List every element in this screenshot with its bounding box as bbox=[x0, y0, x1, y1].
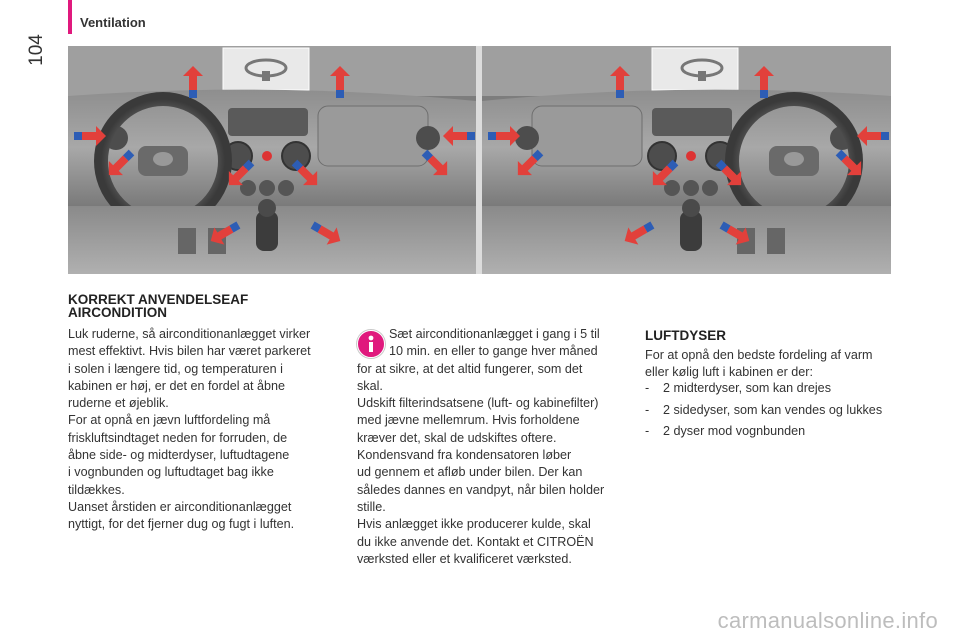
list-item bbox=[645, 402, 882, 424]
vents-intro-line: For at opnå den bedste fordeling af varm bbox=[645, 348, 873, 362]
correct-use-line: i solen i længere tid, og temperaturen i bbox=[68, 361, 283, 376]
correct-use-line: i vognbunden og luftudtaget bag ikke bbox=[68, 465, 274, 480]
dashboard-illustration bbox=[68, 46, 891, 274]
correct-use-line: kabinen er høj, er det en fordel at åbne bbox=[68, 378, 286, 393]
info-note-line: Hvis anlægget ikke producerer kulde, skal bbox=[357, 517, 591, 532]
list-item-dash: - bbox=[645, 402, 650, 417]
section-title: Ventilation bbox=[80, 15, 146, 30]
vents-intro-line: eller kølig luft i kabinen er der: bbox=[645, 365, 813, 380]
page-number bbox=[22, 20, 52, 80]
info-note-line: værksted eller et kvalificeret værksted. bbox=[357, 551, 572, 566]
list-item-text: 2 dyser mod vognbunden bbox=[663, 424, 806, 438]
section-accent-bar bbox=[68, 0, 72, 34]
list-item-text: 2 sidedyser, som kan vendes og lukkes bbox=[663, 402, 883, 417]
correct-use-text bbox=[68, 326, 311, 534]
correct-use-line: ruderne et øjeblik. bbox=[68, 396, 169, 411]
vents-heading: LUFTDYSER bbox=[645, 328, 726, 343]
info-note-line: stille. bbox=[357, 499, 386, 514]
list-item bbox=[645, 423, 882, 445]
correct-use-line: Uanset årstiden er airconditionanlægget bbox=[68, 499, 292, 514]
correct-use-line: friskluftsindtaget neden for forruden, de bbox=[68, 430, 288, 445]
info-note-line: med jævne mellemrum. Hvis forholdene bbox=[357, 413, 580, 428]
correct-use-line: Luk ruderne, så airconditionanlægget virker bbox=[68, 327, 311, 341]
left-panel-lhd bbox=[68, 46, 476, 274]
info-note-line: 10 min. en eller to gange hver måned bbox=[389, 344, 598, 359]
correct-use-line: nyttigt, for det fjerner dug og fugt i luften. bbox=[68, 517, 295, 532]
list-item bbox=[645, 380, 882, 402]
info-note-line: Sæt airconditionanlægget i gang i 5 til bbox=[389, 327, 600, 341]
info-note-line: for at sikre, at det altid fungerer, som det bbox=[357, 361, 583, 376]
list-item-text: 2 midterdyser, som kan drejes bbox=[663, 381, 831, 395]
info-note-line: kræver det, skal de udskiftes oftere. bbox=[357, 430, 557, 445]
info-note-line: du ikke anvende det. Kontakt et CITROËN bbox=[357, 534, 594, 549]
list-item-dash: - bbox=[645, 424, 650, 438]
correct-use-line: åbne side- og midterdyser, luftudtagene bbox=[68, 448, 290, 463]
correct-use-line: For at opnå en jævn luftfordeling må bbox=[68, 413, 271, 428]
info-note-line: skal. bbox=[357, 378, 383, 393]
page-number-text: 104 bbox=[26, 34, 47, 66]
vents-intro bbox=[645, 347, 873, 382]
dashboard-illustration-svg bbox=[68, 46, 891, 274]
info-note-line: således dannes en vandpyt, når bilen holder bbox=[357, 482, 605, 497]
watermark: carmanualsonline.info bbox=[717, 608, 938, 633]
info-note-line: Udskift filterindsatsene (luft- og kabinefilter) bbox=[357, 396, 599, 411]
info-note-text-indented bbox=[389, 326, 600, 361]
info-icon bbox=[357, 330, 385, 358]
correct-use-heading-line-2: AIRCONDITION bbox=[68, 305, 167, 320]
correct-use-line: mest effektivt. Hvis bilen har været parkeret bbox=[68, 344, 311, 359]
info-note-line: ud gennem et afløb under bilen. Der kan bbox=[357, 465, 583, 480]
right-panel-rhd bbox=[482, 46, 891, 274]
correct-use-line: tildækkes. bbox=[68, 482, 125, 497]
vents-list bbox=[645, 380, 882, 445]
list-item-dash: - bbox=[645, 381, 650, 395]
correct-use-heading bbox=[68, 293, 248, 319]
info-note-line: Kondensvand fra kondensatoren løber bbox=[357, 448, 572, 463]
correct-use-heading-line-1: KORREKT ANVENDELSEAF bbox=[68, 292, 249, 307]
info-note-text bbox=[357, 361, 604, 569]
